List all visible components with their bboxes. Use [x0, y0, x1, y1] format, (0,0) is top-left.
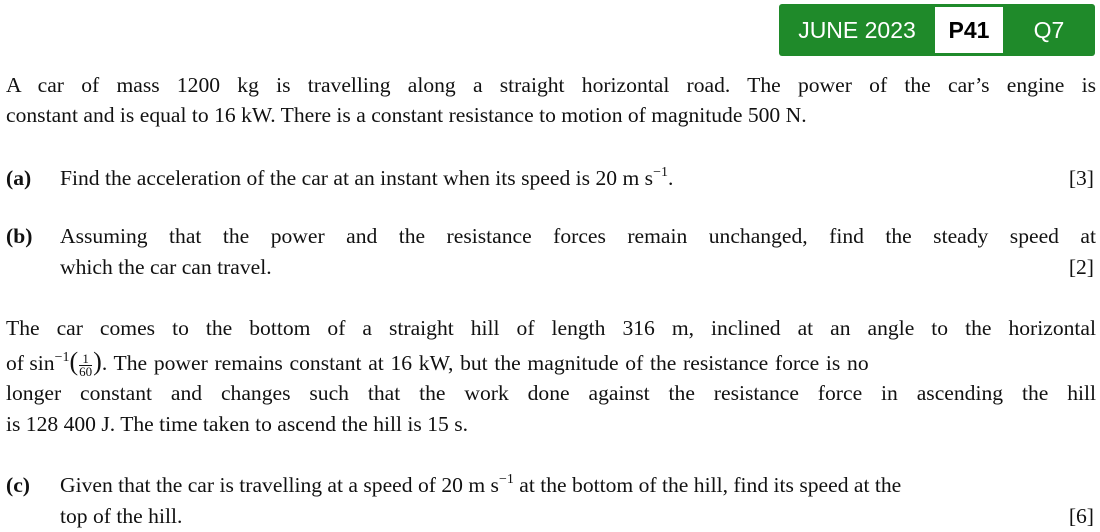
- part-c-label: (c): [6, 473, 30, 497]
- hill-sup: −1: [54, 350, 70, 365]
- fraction-denominator: 60: [79, 363, 93, 379]
- part-a-text-end: .: [667, 166, 674, 190]
- part-c-line-2: top of the hill.: [60, 504, 183, 528]
- hill-line-2: of $\sin^{-1}$( $\frac{1}{60}$ ). The power remains constant at 16 kW, but the magnitude of the resistance force is no: [6, 347, 869, 379]
- badge-question: Q7: [1033, 17, 1065, 43]
- hill-line-4: is 128 400 J. The time taken to ascend the hill is 15 s.: [6, 412, 469, 436]
- hill-fraction: [79, 350, 93, 379]
- intro-line-2: constant and is equal to 16 kW. There is a constant resistance to motion of magnitude 500 N.: [6, 103, 807, 127]
- part-a-text-main: Find the acceleration of the car at an instant when its speed is 20 m s: [60, 166, 654, 190]
- part-c-text-end: at the bottom of the hill, find its speed at the: [513, 473, 902, 497]
- part-a-text: [60, 166, 673, 191]
- badge-paper: P41: [935, 7, 1003, 53]
- hill-line-1: The car comes to the bottom of a straight hill of length 316 m, inclined at an angle to the horizontal: [6, 316, 1096, 340]
- exam-badge: [779, 4, 1095, 56]
- intro-line-1: A car of mass 1200 kg is travelling along a straight horizontal road. The power of the car’s engine is: [6, 73, 1096, 97]
- hill-sin: of sin: [6, 351, 55, 375]
- part-b-label: (b): [6, 224, 33, 248]
- fraction-numerator: 1: [79, 353, 92, 366]
- part-a-label: (a): [6, 166, 32, 190]
- part-b-line-2: which the car can travel.: [60, 255, 272, 279]
- part-c-line-1: [60, 473, 1096, 498]
- badge-date: JUNE 2023: [798, 17, 916, 43]
- hill-line-2-rest: . The power remains constant at 16 kW, but the magnitude of the resistance force is no: [101, 351, 869, 375]
- part-c-text-main: Given that the car is travelling at a speed of 20 m s: [60, 473, 499, 497]
- part-b-marks: [2]: [1068, 255, 1094, 279]
- hill-line-3: longer constant and changes such that the work done against the resistance force in ascending the hill: [6, 381, 1096, 405]
- part-b-line-1: Assuming that the power and the resistance forces remain unchanged, find the steady speed at: [60, 224, 1096, 248]
- part-a-marks: [3]: [1068, 166, 1094, 190]
- part-c-sup: −1: [498, 472, 514, 487]
- part-a-sup: −1: [653, 165, 668, 180]
- part-c-marks: [6]: [1068, 504, 1094, 528]
